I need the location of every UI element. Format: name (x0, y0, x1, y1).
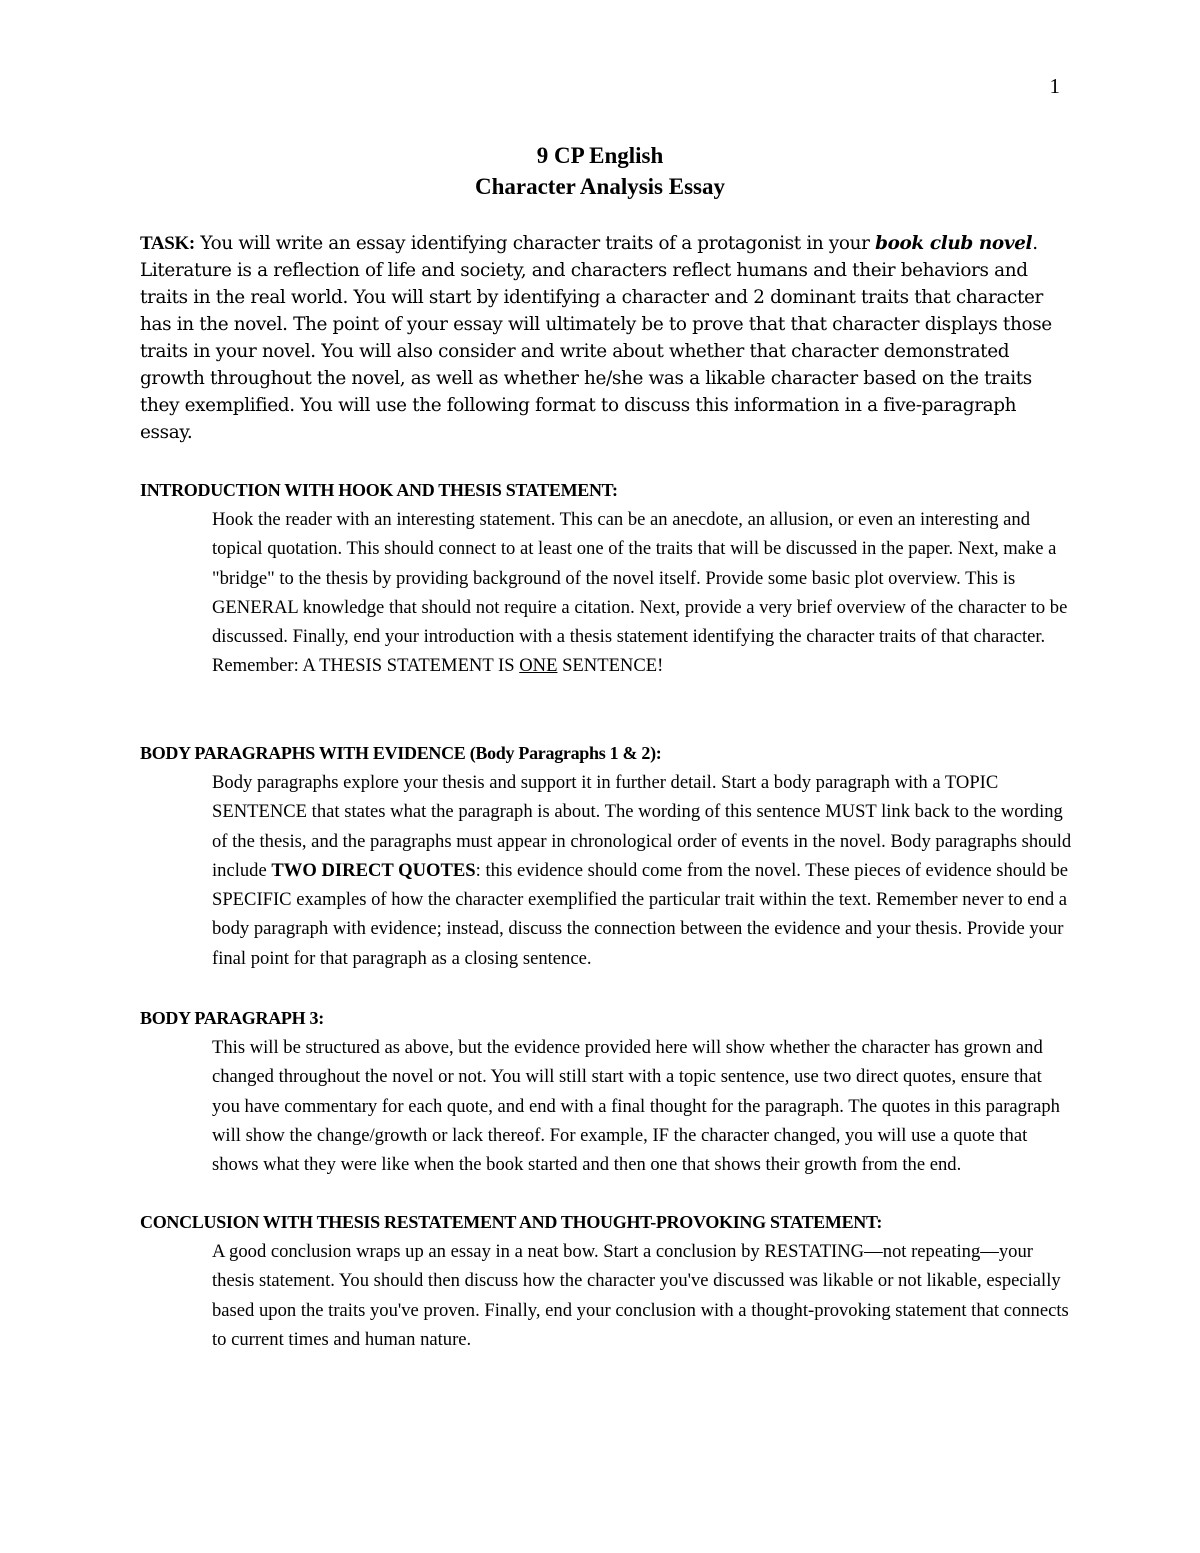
introduction-text: Hook the reader with an interesting statement. This can be an anecdote, an allusion, or even an interesting and topical quotation. This should connect to at least one of the traits that will be discussed in the paper. Next, make a "bridge" to the thesis by providing background of the novel itself. Provide some basic plot overview. This is GENERAL knowledge that should not require a citation. Next, provide a very brief overview of the character to be discussed. Finally, end your introduction with a thesis statement identifying the character traits of that character. (212, 509, 1068, 648)
introduction-body (212, 505, 1072, 681)
course-title: 9 CP English (536, 143, 664, 168)
task-paragraph (140, 230, 1070, 446)
task-text-2: . Literature is a reflection of life and society, and characters reflect humans and their behaviors and traits in the real world. You will start by identifying a character and 2 dominant traits that character has in the novel. The point of your essay will ultimately be to prove that that character displays those traits in your novel. You will also consider and write about whether that character demonstrated growth throughout the novel, as well as whether he/she was a likable character based on the traits they exemplified. You will use the following format to discuss this information in a five-paragraph essay. (140, 233, 1052, 443)
body-paragraph-3-section (140, 1003, 1070, 1179)
body-paragraphs-heading: BODY PARAGRAPHS WITH EVIDENCE (Body Paragraphs 1 & 2): (140, 743, 662, 763)
page-number: 1 (1049, 74, 1060, 98)
remember-prefix: Remember: A THESIS STATEMENT IS (212, 655, 520, 677)
introduction-heading: INTRODUCTION WITH HOOK AND THESIS STATEMENT: (140, 480, 618, 500)
book-club-novel-emphasis: book club novel (875, 233, 1033, 254)
conclusion-body: A good conclusion wraps up an essay in a neat bow. Start a conclusion by RESTATING—not repeating—your thesis statement. You should then discuss how the character you've discussed was likable or not likable, especially based upon the traits you've proven. Finally, end your conclusion with a thought-provoking statement that connects to current times and human nature. (212, 1241, 1069, 1350)
assignment-title: Character Analysis Essay (474, 174, 726, 199)
body-paragraphs-text-1: Body paragraphs explore your thesis and support it in further detail. Start a body paragraph with a TOPIC SENTENCE that states what the paragraph is about. The wording of this sentence MUST link back to the wording of the thesis, and the paragraphs must appear in chronological order of events in the novel. Body paragraphs should include (212, 772, 1072, 881)
body-paragraph-3-body: This will be structured as above, but the evidence provided here will show whether the character has grown and changed throughout the novel or not. You will still start with a topic sentence, use two direct quotes, ensure that you have commentary for each quote, and end with a final thought for the paragraph. The quotes in this paragraph will show the change/growth or lack thereof. For example, IF the character changed, you will use a quote that shows what they were like when the book started and then one that shows their growth from the end. (212, 1037, 1060, 1176)
introduction-section (140, 475, 1070, 681)
body-paragraphs-body (212, 768, 1072, 973)
conclusion-section (140, 1207, 1070, 1354)
body-paragraphs-text-2: : this evidence should come from the novel. These pieces of evidence should be SPECIFIC examples of how the character exemplified the particular trait within the text. Remember never to end a body paragraph with evidence; instead, discuss the connection between the evidence and your thesis. Provide your final point for that paragraph as a closing sentence. (212, 859, 1069, 969)
body-paragraph-3-heading: BODY PARAGRAPH 3: (140, 1008, 324, 1028)
task-text-1: You will write an essay identifying character traits of a protagonist in your (194, 233, 876, 254)
document-title (0, 140, 1200, 202)
task-label: TASK: (140, 233, 195, 254)
remember-emphasis: ONE (519, 655, 558, 677)
remember-suffix: SENTENCE! (557, 655, 664, 677)
conclusion-heading: CONCLUSION WITH THESIS RESTATEMENT AND THOUGHT-PROVOKING STATEMENT: (140, 1212, 883, 1232)
body-paragraphs-section (140, 738, 1070, 973)
two-direct-quotes-emphasis: TWO DIRECT QUOTES (271, 859, 476, 881)
